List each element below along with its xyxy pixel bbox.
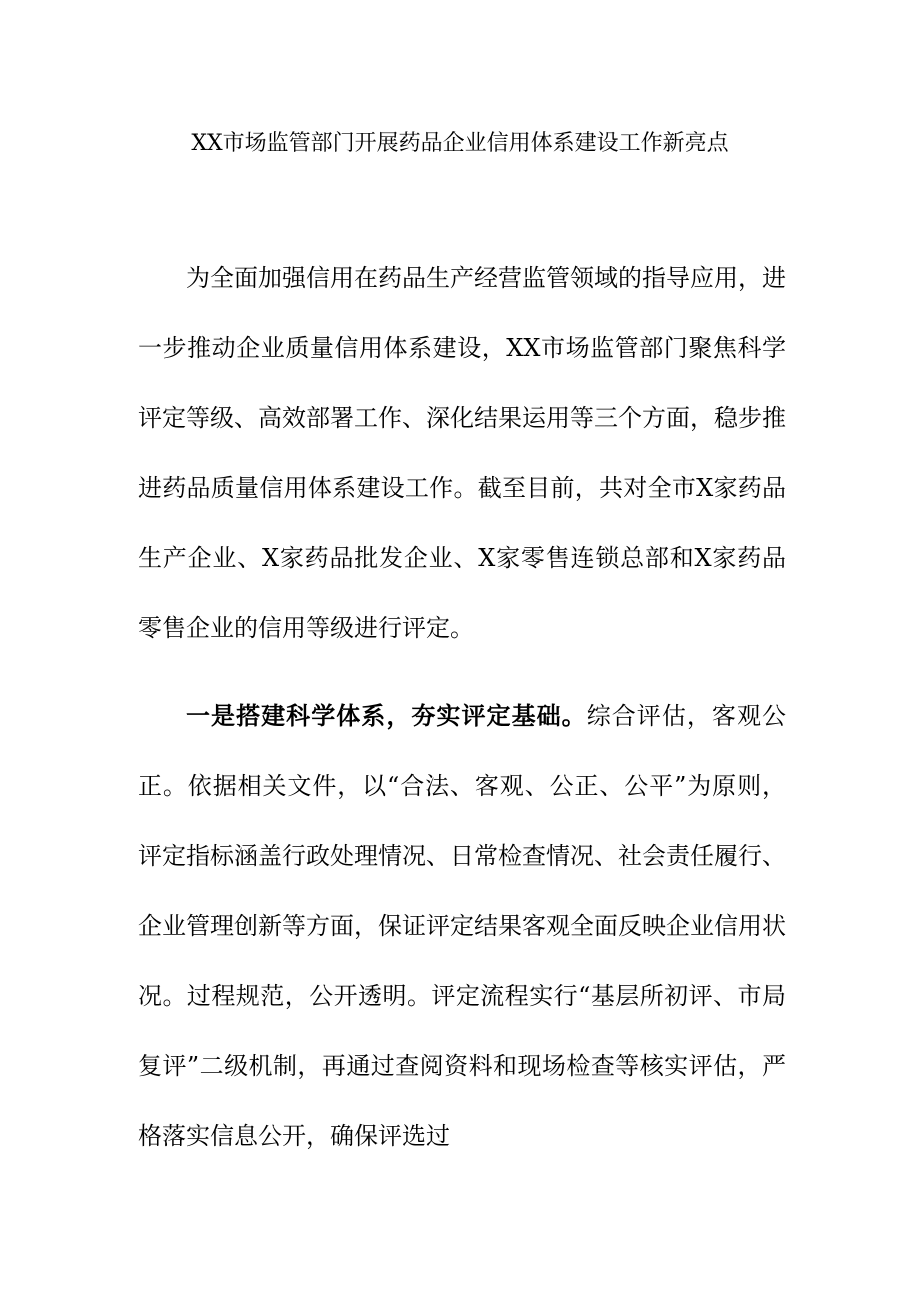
paragraph-section-one-text: 综合评估，客观公正。依据相关文件，以“合法、客观、公正、公平”为原则，评定指标涵盖行政处理情况、日常检查情况、社会责任履行、企业管理创新等方面，保证评定结果客观全面反映企业信用状况。过程规范，公开透明。评定流程实行“基层所初评、市局复评”二级机制，再通过查阅资料和现场检查等核实评估，严格落实信息公开，确保评选过 [138, 702, 787, 1150]
paragraph-intro-text: 为全面加强信用在药品生产经营监管领域的指导应用，进一步推动企业质量信用体系建设，XX市场监管部门聚焦科学评定等级、高效部署工作、深化结果运用等三个方面，稳步推进药品质量信用体系建设工作。截至目前，共对全市X家药品生产企业、X家药品批发企业、X家零售连锁总部和X家药品零售企业的信用等级进行评定。 [138, 264, 786, 642]
paragraph-section-one-heading: 一是搭建科学体系，夯实评定基础。 [186, 701, 587, 730]
paragraph-intro [138, 243, 786, 663]
paragraph-section-one [138, 681, 786, 1171]
document-title: XX市场监管部门开展药品企业信用体系建设工作新亮点 [191, 131, 729, 156]
